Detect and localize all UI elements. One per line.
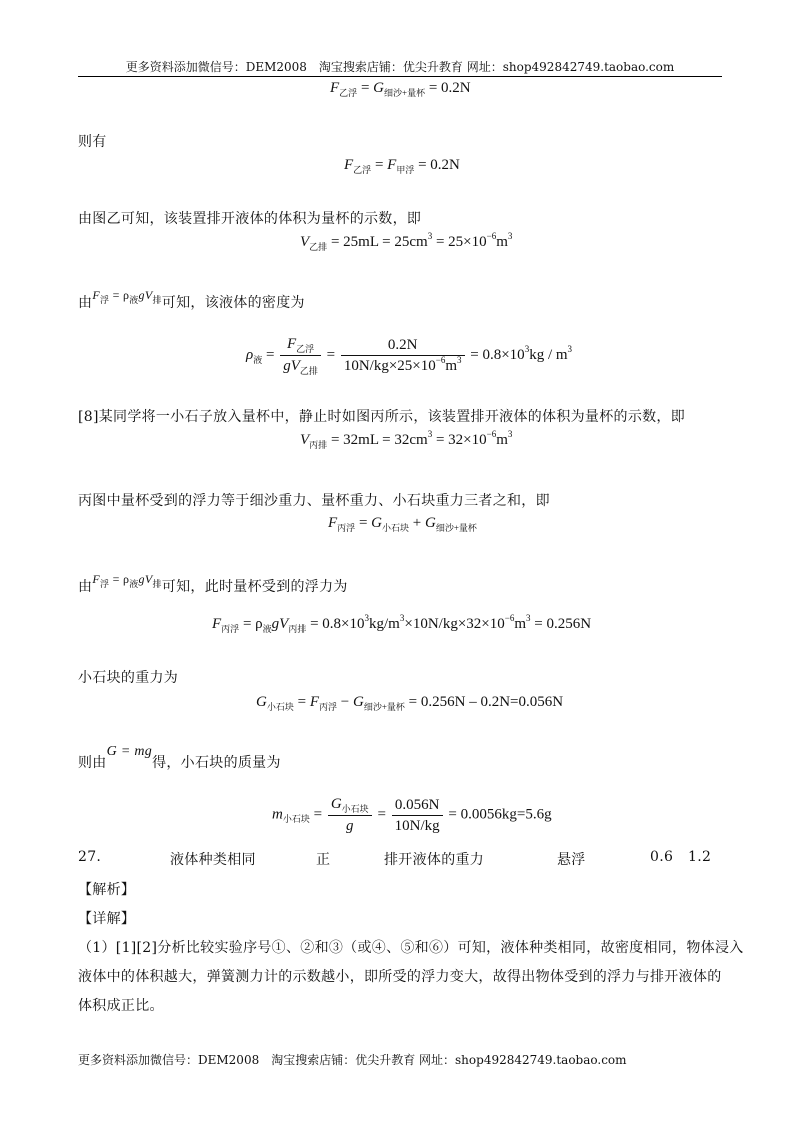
page-header: 更多资料添加微信号：DEM2008 淘宝搜索店铺：优尖升教育 网址：shop492842749.taobao.com [125,60,675,74]
question-number: 27. [78,849,102,865]
paragraph-line-1: （1）[1][2]分析比较实验序号①、②和③（或④、⑤和⑥）可知，液体种类相同，故密度相同，物体浸入 [78,940,744,956]
paragraph-line-2: 液体中的体积越大，弹簧测力计的示数越小，即所受的浮力变大，故得出物体受到的浮力与排开液体的 [78,969,722,985]
section-analysis: 【解析】 [78,882,136,898]
page-footer: 更多资料添加微信号：DEM2008 淘宝搜索店铺：优尖升教育 网址：shop492842749.taobao.com [78,1053,627,1067]
answer-4: 悬浮 [557,852,586,868]
paragraph-line-3: 体积成正比。 [78,998,164,1014]
answer-3: 排开液体的重力 [384,852,485,868]
equation-density: $\rho_液$ = $\frac{F_{乙浮}}{gV_{乙排}}$ = $\frac{0.2N}{10N/kg\times 25\times 10^{-6}m^3}$ = $0.8\times 10^3kg / m^3$ [246,336,573,376]
answer-2: 正 [316,852,331,868]
equation-buoyancy-c-value: $F_{丙浮} = \rho_液gV_{丙排} = 0.8\times 10^3kg/m^3\times 10N/kg\times 32\times 10^{-6}m^3 = 0.256N$ [212,613,592,634]
equation-buoyancy-equal: $F_{乙浮} = F_{甲浮} = 0.2N$ [344,157,460,175]
text-stone-weight: 小石块的重力为 [78,670,179,686]
text-by-gravity: 则由G = mg得，小石块的质量为 [78,744,281,771]
section-detail: 【详解】 [78,911,136,927]
text-by-formula-1: 由$F_浮 = \rho_液gV_排$可知，该液体的密度为 [78,288,305,311]
answer-1: 液体种类相同 [170,852,256,868]
equation-volume-b: $V_{乙排} = 25mL = 25cm^3 = 25\times 10^{-6}m^3$ [300,231,513,252]
equation-buoyancy-c-sum: $F_{丙浮} = G_{小石块} + G_{细沙+量杯}$ [328,515,477,533]
text-by-formula-2: 由$F_浮 = \rho_液gV_排$可知，此时量杯受到的浮力为 [78,572,348,595]
text-then: 则有 [78,134,107,150]
answer-5: 0.6 [650,849,674,865]
answer-6: 1.2 [688,849,712,865]
equation-volume-c: $V_{丙排} = 32mL = 32cm^3 = 32\times 10^{-6}m^3$ [300,429,513,450]
equation-stone-weight: $G_{小石块} = F_{丙浮} - G_{细沙+量杯} = 0.256N - 0.2N=0.056N$ [256,694,564,712]
answers-question-27 [0,849,800,869]
header-divider [78,76,722,77]
equation-buoyancy-b: $F_{乙浮} = G_{细沙+量杯} = 0.2N$ [330,80,471,98]
text-question-8: [8]某同学将一小石子放入量杯中，静止时如图丙所示，该装置排开液体的体积为量杯的示数，即 [78,409,686,425]
equation-stone-mass: $m_{小石块}$ = $\frac{G_{小石块}}{g}$ = $\frac{0.056N}{10N/kg}$ = 0.0056kg=5.6g [272,796,552,834]
text-figure-b: 由图乙可知，该装置排开液体的体积为量杯的示数，即 [78,211,422,227]
text-figure-c: 丙图中量杯受到的浮力等于细沙重力、量杯重力、小石块重力三者之和，即 [78,493,550,509]
